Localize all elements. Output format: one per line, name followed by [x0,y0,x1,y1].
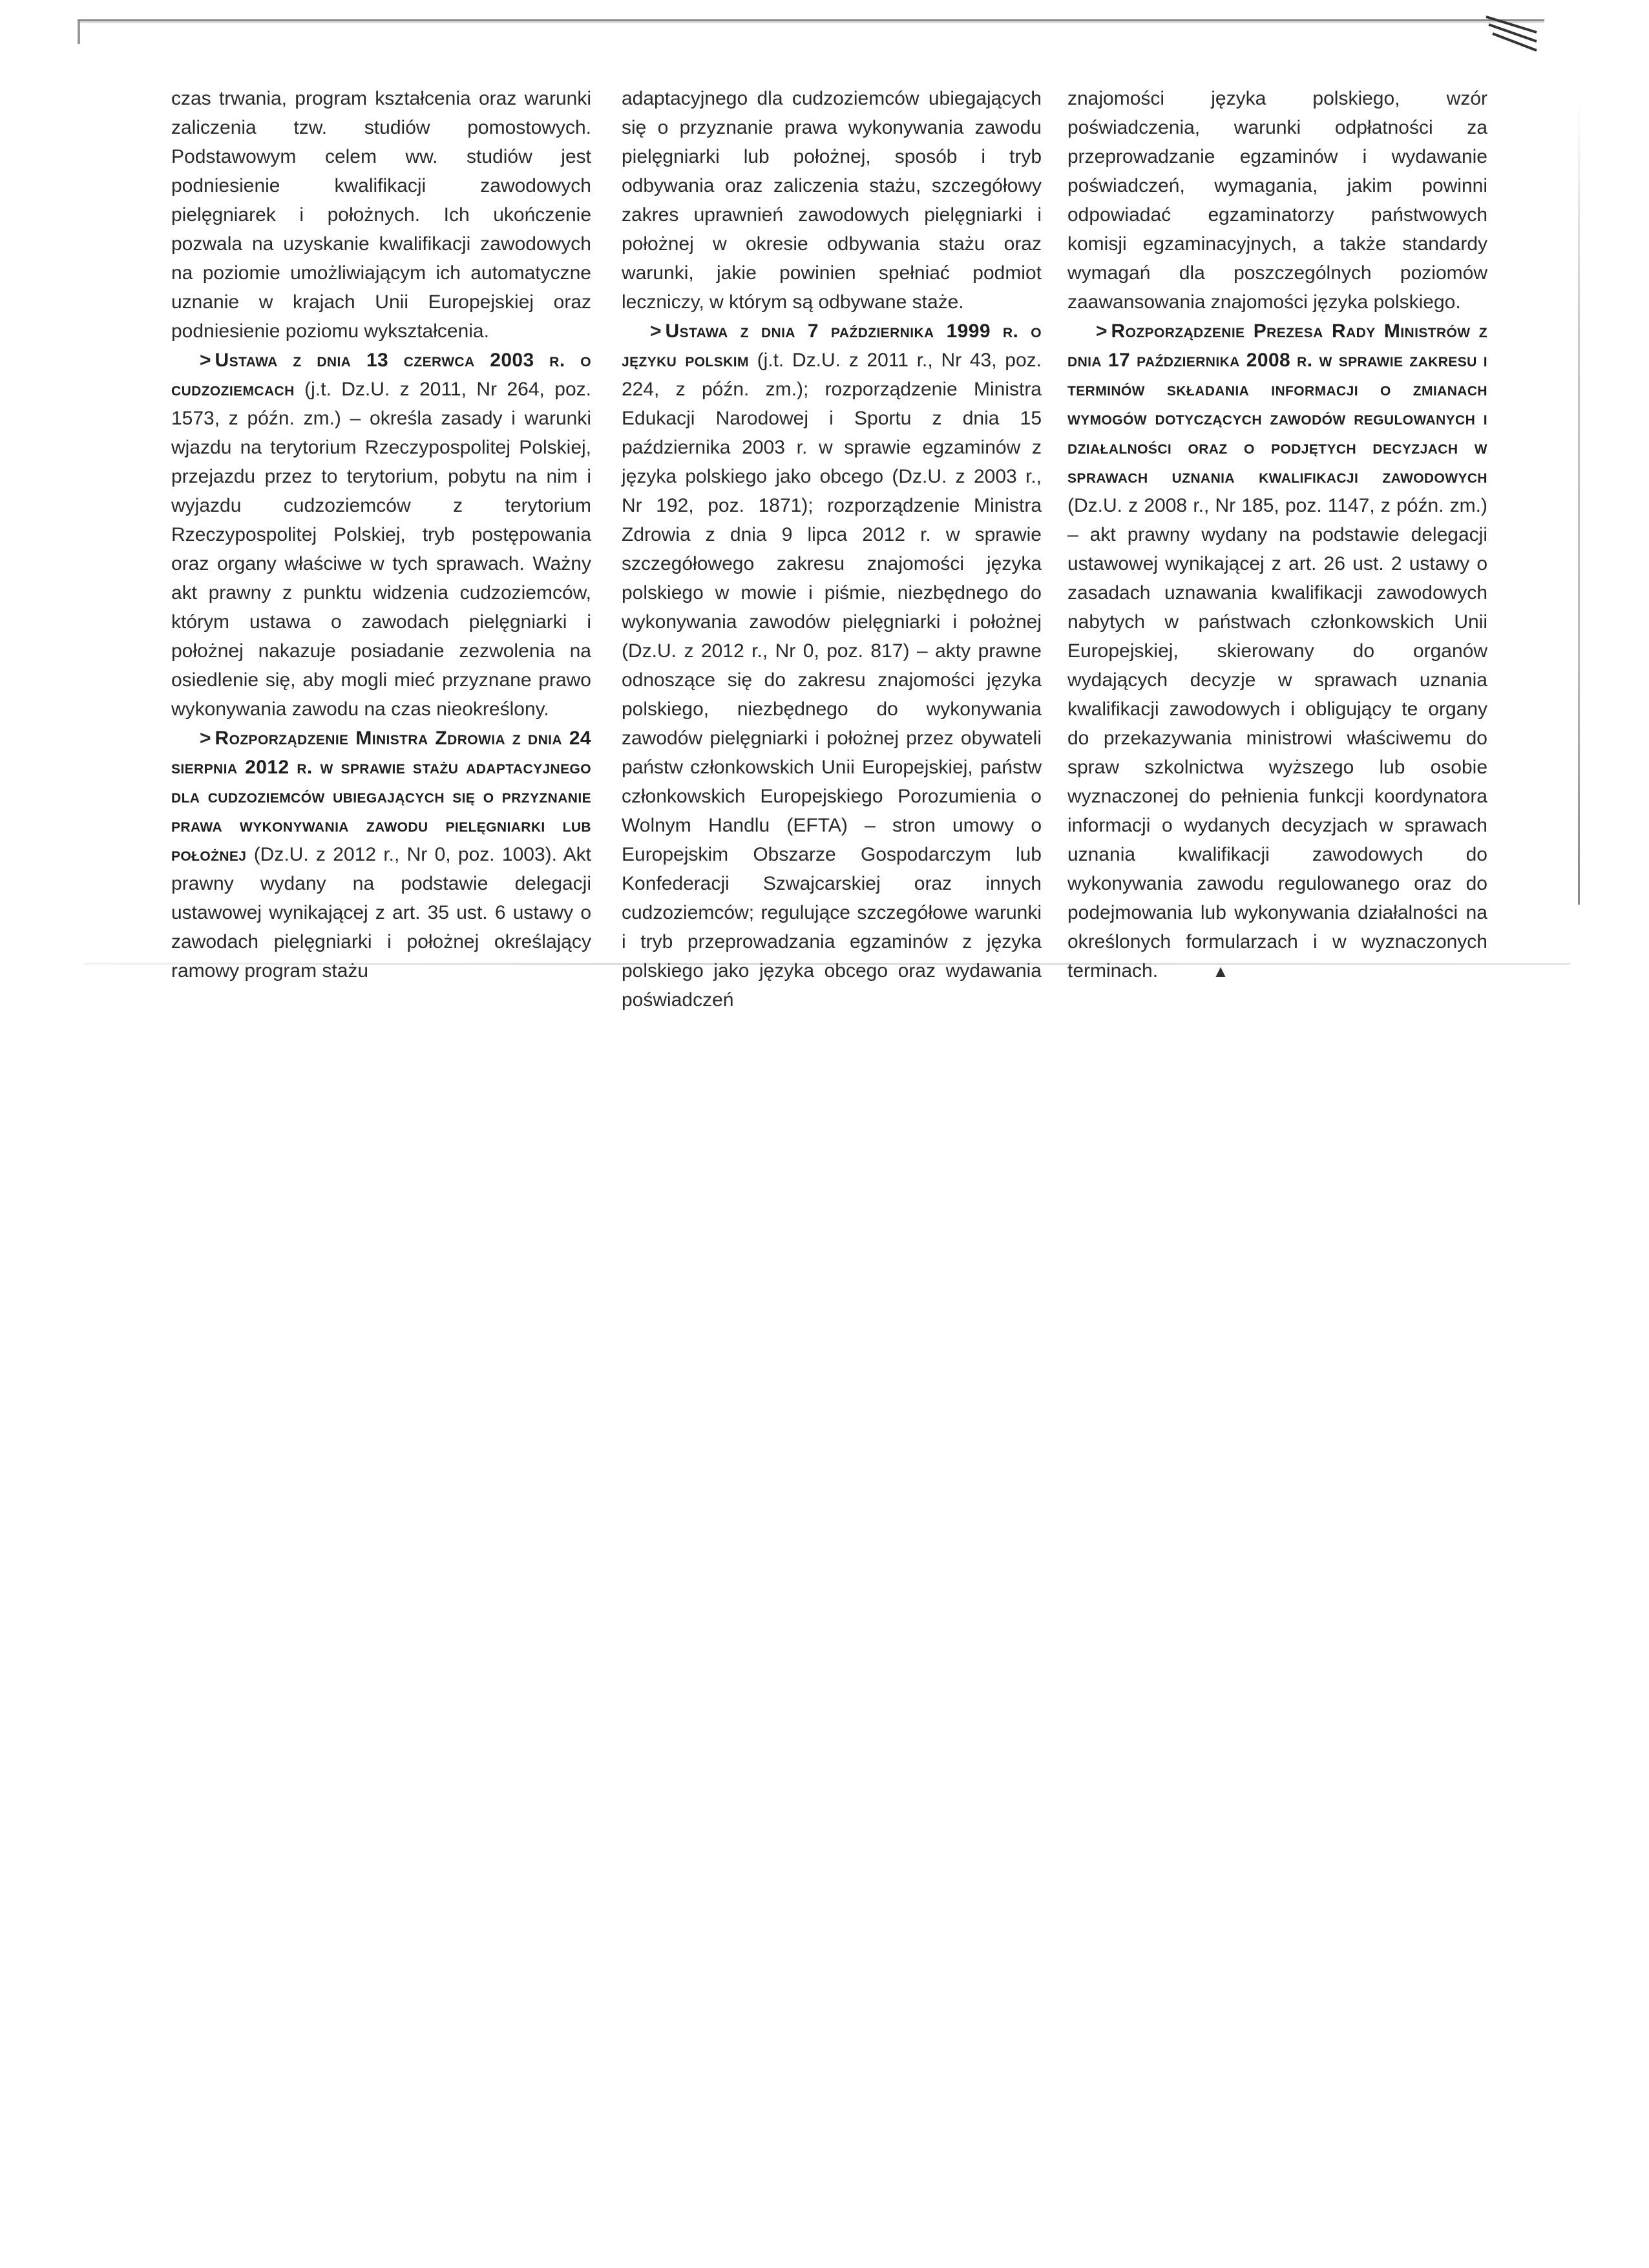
entry [622,317,1042,1014]
entry-body: (j.t. Dz.U. z 2011 r., Nr 43, poz. 224, z późn. zm.); rozporządzenie Ministra Edukacji Narodowej i Sportu z dnia 15 października 2003 r. w sprawie egzaminów z języka polskiego jako obcego (Dz.U. z 2003 r., Nr 192, poz. 1871); rozporządzenie Ministra Zdrowia z dnia 9 lipca 2012 r. w sprawie szczegółowego zakresu znajomości języka polskiego w mowie i piśmie, niezbędnego do wykonywania zawodów pielęgniarki i położnej (Dz.U. z 2012 r., Nr 0, poz. 817) – akty prawne odnoszące się do zakresu znajomości języka polskiego, niezbędnego do wykonywania zawodów pielęgniarki i położnej przez obywateli państw członkowskich Unii Europejskiej, państw członkowskich Europejskiego Porozumienia o Wolnym Handlu (EFTA) – stron umowy o Europejskim Obszarze Gospodarczym lub Konfederacji Szwajcarskiej oraz innych cudzoziemców; regulujące szczegółowe warunki i tryb przeprowadzania egzaminów z języka polskiego jako języka obcego oraz wydawania poświadczeń [622,350,1042,1011]
top-rule [78,19,1544,23]
corner-tick [78,21,80,44]
text-column-2 [622,84,1042,1014]
entry [1067,317,1487,986]
entry-body: (j.t. Dz.U. z 2011, Nr 264, poz. 1573, z późn. zm.) – określa zasady i warunki wjazdu na terytorium Rzeczypospolitej Polskiej, przejazdu przez to terytorium, pobytu na nim i wyjazdu cudzoziemców z terytorium Rzeczypospolitej Polskiej, tryb postępowania oraz organy właściwe w tych sprawach. Ważny akt prawny z punktu widzenia cudzoziemców, którym ustawa o zawodach pielęgniarki i położnej nakazuje posiadanie zezwolenia na osiedlenie się, aby mogli mieć przyznane prawo wykonywania zawodu na czas nieokreślony. [171,379,591,720]
entry-heading: Rozporządzenie Prezesa Rady Ministrów z dnia 17 października 2008 r. w sprawie zakresu i terminów składania informacji o zmianach wymogów dotyczących zawodów regulowanych i działalności oraz o podjętych decyzjach w sprawach uznania kwalifikacji zawodowych [1067,320,1487,487]
paragraph: znajomości języka polskiego, wzór poświadczenia, warunki odpłatności za przeprowadzanie egzaminów i wydawanie poświadczeń, wymagania, jakim powinni odpowiadać egzaminatorzy państwowych komisji egzaminacyjnych, a także standardy wymagań dla poszczególnych poziomów zaawansowania znajomości języka polskiego. [1067,88,1487,313]
triangle-up-icon: ▲ [1212,961,1229,981]
text-column-3 [1067,84,1487,986]
entry-heading: Ustawa z dnia 13 czerwca 2003 r. o cudzoziemcach [171,350,591,400]
text-column-1 [171,84,591,985]
arrow-right-icon: > [1096,320,1108,342]
entry-heading: Ustawa z dnia 7 października 1999 r. o języku polskim [622,320,1042,371]
entry [171,346,591,724]
arrow-right-icon: > [200,728,211,749]
entry [171,724,591,985]
entry-heading: Rozporządzenie Ministra Zdrowia z dnia 24 sierpnia 2012 r. w sprawie stażu adaptacyjnego dla cudzoziemców ubiegających się o przyznanie prawa wykonywania zawodu pielęgniarki lub położnej [171,728,591,865]
corner-stripes-icon [1480,10,1538,62]
paragraph: adaptacyjnego dla cudzoziemców ubiegających się o przyznanie prawa wykonywania zawodu pielęgniarki lub położnej, sposób i tryb odbywania oraz zaliczenia stażu, szczegółowy zakres uprawnień zawodowych pielęgniarki i położnej w okresie odbywania stażu oraz warunki, jakie powinien spełniać podmiot leczniczy, w którym są odbywane staże. [622,88,1042,313]
paragraph: czas trwania, program kształcenia oraz warunki zaliczenia tzw. studiów pomostowych. Podstawowym celem ww. studiów jest podniesienie kwalifikacji zawodowych pielęgniarek i położnych. Ich ukończenie pozwala na uzyskanie kwalifikacji zawodowych na poziomie umożliwiającym ich automatyczne uznanie w krajach Unii Europejskiej oraz podniesienie poziomu wykształcenia. [171,88,591,342]
entry-body: (Dz.U. z 2008 r., Nr 185, poz. 1147, z późn. zm.) – akt prawny wydany na podstawie delegacji ustawowej wynikającej z art. 26 ust. 2 ustawy o zasadach uznawania kwalifikacji zawodowych nabytych w państwach członkowskich Unii Europejskiej, skierowany do organów wydających decyzje w sprawach uznania kwalifikacji zawodowych i obligujący te organy do przekazywania ministrowi właściwemu do spraw szkolnictwa wyższego lub osobie wyznaczonej do pełnienia funkcji koordynatora informacji o wydanych decyzjach w sprawach uznania kwalifikacji zawodowych do wykonywania zawodu regulowanego oraz do podejmowania lub wykonywania działalności na określonych formularzach i w wyznaczonych terminach. [1067,495,1487,982]
page-edge [1578,97,1580,905]
entry-body: (Dz.U. z 2012 r., Nr 0, poz. 1003). Akt prawny wydany na podstawie delegacji ustawowej wynikającej z art. 35 ust. 6 ustawy o zawodach pielęgniarki i położnej określający ramowy program stażu [171,844,591,982]
arrow-right-icon: > [200,350,211,371]
arrow-right-icon: > [650,320,662,342]
